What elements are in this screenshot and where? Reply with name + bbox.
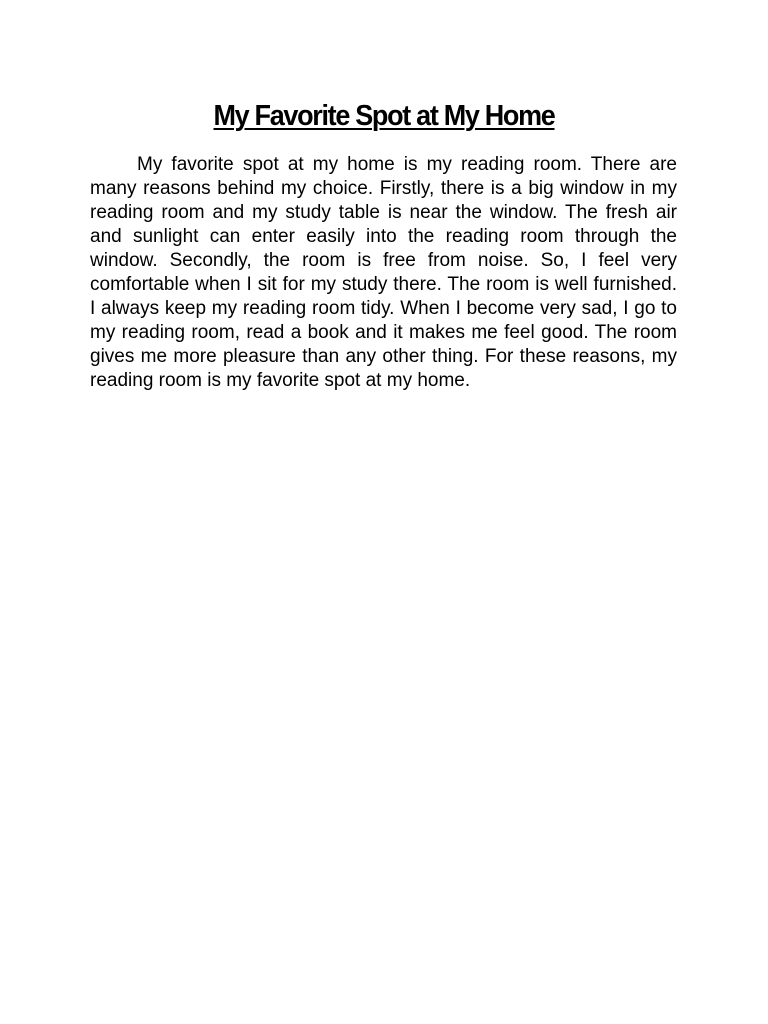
document-paragraph: My favorite spot at my home is my reading room. There are many reasons behind my choice. Firstly, there is a big window in my reading room and my study table is near the window. The fresh air and sunlight can enter easily into the reading room through the window. Secondly, the room is free from noise. So, I feel very comfortable when I sit for my study there. The room is well furnished. I always keep my reading room tidy. When I become very sad, I go to my reading room, read a book and it makes me feel good. The room gives me more pleasure than any other thing. For these reasons, my reading room is my favorite spot at my home.	[90, 154, 677, 391]
document-title: My Favorite Spot at My Home	[213, 100, 555, 132]
